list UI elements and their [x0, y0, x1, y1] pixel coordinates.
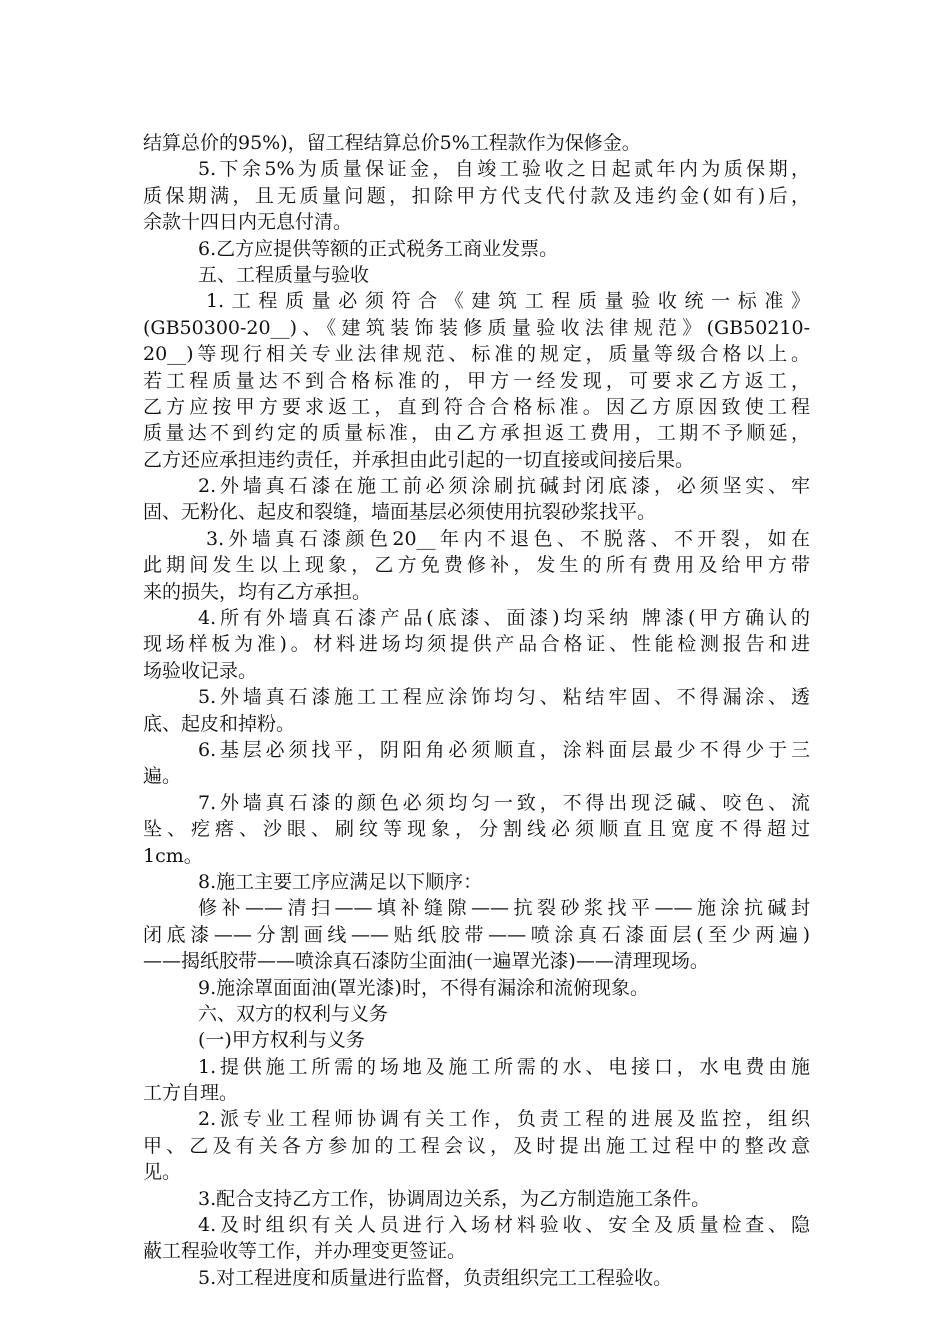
section-heading: 五、工程质量与验收	[198, 263, 370, 286]
text-line: 现场样板为准)。材料进场均须提供产品合格证、性能检测报告和进	[143, 633, 810, 656]
text-line: 1.提供施工所需的场地及施工所需的水、电接口，水电费由施	[198, 1055, 810, 1078]
text-line: 20__)等现行相关专业法律规范、标准的规定，质量等级合格以上。	[143, 343, 810, 366]
text-line: 余款十四日内无息付清。	[143, 211, 353, 234]
text-line: 5.下余5%为质量保证金，自竣工验收之日起贰年内为质保期，	[198, 158, 810, 181]
text-line: 遍。	[143, 765, 182, 788]
text-line: ——揭纸胶带——喷涂真石漆防尘面油(一遍罩光漆)——清理现场。	[143, 950, 709, 973]
text-line: 5.对工程进度和质量进行监督，负责组织完工工程验收。	[198, 1266, 673, 1289]
text-line: 结算总价的95%)，留工程结算总价5%工程款作为保修金。	[143, 132, 641, 154]
paragraph-party-a-5	[143, 1265, 810, 1291]
subsection-heading-party-a	[143, 1027, 810, 1053]
paragraph-quality-4	[143, 605, 810, 684]
paragraph-quality-2	[143, 473, 810, 526]
text-line: 此期间发生以上现象，乙方免费修补，发生的所有费用及给甲方带	[143, 554, 810, 577]
text-line: 6.乙方应提供等额的正式税务工商业发票。	[198, 237, 559, 260]
text-line: 闭底漆——分割画线——贴纸胶带——喷涂真石漆面层(至少两遍)	[143, 923, 810, 946]
paragraph-quality-3	[143, 526, 810, 605]
text-line: 坠、疙瘩、沙眼、刷纹等现象，分割线必须顺直且宽度不得超过	[143, 818, 810, 841]
text-line: 乙方还应承担违约责任，并承担由此引起的一切直接或间接后果。	[143, 448, 695, 471]
text-line: 场验收记录。	[143, 659, 258, 682]
text-line: 6.基层必须找平，阴阳角必须顺直，涂料面层最少不得少于三	[198, 738, 810, 761]
text-line: 7.外墙真石漆的颜色必须均匀一致，不得出现泛碱、咬色、流	[198, 791, 810, 814]
text-line: 2.派专业工程师协调有关工作，负责工程的进展及监控，组织	[198, 1108, 810, 1131]
text-line: 质保期满，且无质量问题，扣除甲方代支代付款及违约金(如有)后，	[143, 184, 810, 207]
text-line: 4.所有外墙真石漆产品(底漆、面漆)均采纳 牌漆(甲方确认的	[198, 607, 810, 630]
text-line: 2.外墙真石漆在施工前必须涂刷抗碱封闭底漆，必须坚实、牢	[198, 475, 810, 498]
paragraph-retention-tail	[143, 130, 810, 156]
text-line: 5.外墙真石漆施工工程应涂饰均匀、粘结牢固、不得漏涂、透	[198, 686, 810, 709]
text-line: 修补——清扫——填补缝隙——抗裂砂浆找平——施涂抗碱封	[198, 897, 810, 920]
paragraph-quality-1	[143, 288, 810, 473]
paragraph-item-6-invoice	[143, 236, 810, 262]
paragraph-party-a-1	[143, 1054, 810, 1107]
text-line: 甲、乙及有关各方参加的工程会议，及时提出施工过程中的整改意	[143, 1134, 810, 1157]
text-line: 1cm。	[143, 844, 203, 867]
section-heading: 六、双方的权利与义务	[198, 1002, 389, 1025]
text-line: 固、无粉化、起皮和裂缝，墙面基层必须使用抗裂砂浆找平。	[143, 501, 657, 524]
subsection-heading: (一)甲方权利与义务	[198, 1029, 365, 1052]
text-line: 工方自理。	[143, 1082, 239, 1105]
paragraph-quality-6	[143, 737, 810, 790]
text-line: 底、起皮和掉粉。	[143, 712, 296, 735]
text-line: 3.配合支持乙方工作，协调周边关系，为乙方制造施工条件。	[198, 1187, 711, 1210]
text-line: 8.施工主要工序应满足以下顺序：	[198, 870, 483, 893]
paragraph-item-5-guarantee	[143, 156, 810, 235]
text-line: 4.及时组织有关人员进行入场材料验收、安全及质量检查、隐	[198, 1214, 810, 1237]
paragraph-process-sequence	[143, 895, 810, 974]
paragraph-party-a-2	[143, 1106, 810, 1185]
section-heading-rights	[143, 1001, 810, 1027]
text-line: 蔽工程验收等工作，并办理变更签证。	[143, 1240, 467, 1263]
paragraph-party-a-3	[143, 1186, 810, 1212]
text-line: 来的损失，均有乙方承担。	[143, 580, 372, 603]
paragraph-quality-7	[143, 790, 810, 869]
text-line: 质量达不到约定的质量标准，由乙方承担返工费用，工期不予顺延，	[143, 422, 810, 445]
text-line: 乙方应按甲方要求返工，直到符合合格标准。因乙方原因致使工程	[143, 395, 810, 418]
text-line: 9.施涂罩面面油(罩光漆)时，不得有漏涂和流俯现象。	[198, 976, 649, 999]
paragraph-quality-5	[143, 684, 810, 737]
text-line: 1.工程质量必须符合《建筑工程质量验收统一标准》	[206, 290, 810, 313]
paragraph-quality-8	[143, 869, 810, 895]
text-line: 3.外墙真石漆颜色20__年内不退色、不脱落、不开裂，如在	[206, 527, 810, 550]
paragraph-party-a-4	[143, 1212, 810, 1265]
paragraph-quality-9	[143, 975, 810, 1001]
text-line: 若工程质量达不到合格标准的，甲方一经发现，可要求乙方返工，	[143, 369, 810, 392]
text-line: (GB50300-20__)、《建筑装饰装修质量验收法律规范》(GB50210-	[143, 316, 810, 339]
text-line: 见。	[143, 1161, 182, 1184]
section-heading-quality	[143, 262, 810, 288]
document-body	[143, 130, 810, 1291]
